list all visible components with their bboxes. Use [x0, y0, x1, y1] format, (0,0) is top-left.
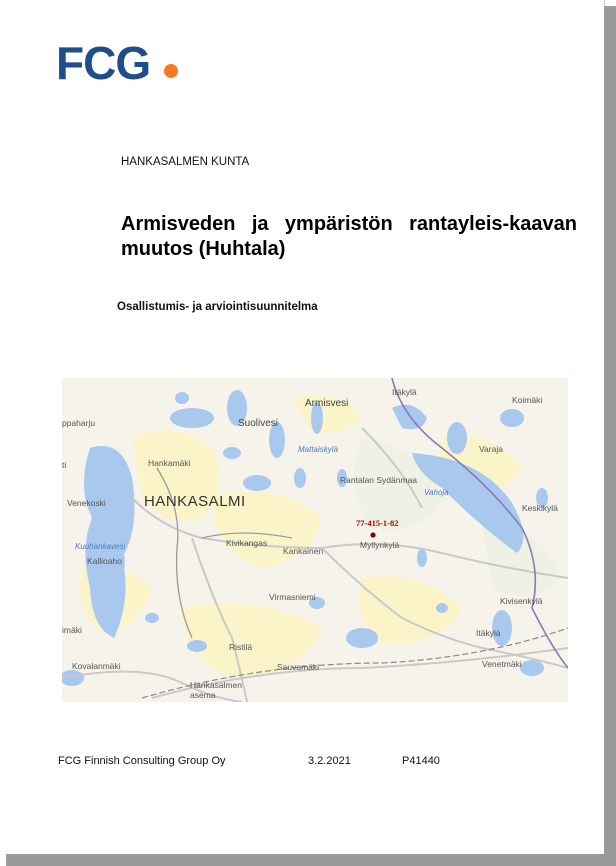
- footer-date: 3.2.2021: [308, 755, 351, 767]
- map-label-armisvesi: Armisvesi: [305, 398, 349, 409]
- document-title: Armisveden ja ympäristön rantayleis-kaavan muutos (Huhtala): [121, 213, 577, 260]
- map-label-vahoja: Vahoja: [424, 488, 449, 497]
- page-shadow-right: [604, 6, 616, 866]
- map-label-ristila: Ristilä: [229, 642, 253, 652]
- map-label-kivisenkyla: Kivisenkylä: [500, 596, 543, 606]
- map-label-suolivesi: Suolivesi: [238, 418, 279, 429]
- map-label-hankamaki: Hankamäki: [148, 458, 191, 468]
- map-graphic: [62, 378, 568, 702]
- logo-dot-icon: [164, 64, 178, 78]
- parcel-marker-icon: [370, 532, 375, 537]
- map-label-keskikyla: Keskikylä: [522, 503, 558, 513]
- map-label-ti: ti: [62, 460, 67, 470]
- location-map: [62, 378, 568, 702]
- map-label-myllynkyla: Myllynkylä: [360, 540, 400, 550]
- map-label-venekoski: Venekoski: [67, 498, 106, 508]
- map-label-rantalan: Rantalan Sydänmaa: [340, 475, 418, 485]
- map-label-varaja: Varaja: [479, 444, 503, 454]
- map-label-apparharju: ppaharju: [62, 418, 96, 428]
- map-label-kankainen: Kankainen: [283, 546, 324, 556]
- map-label-sauvamaki: Sauvamäki: [277, 662, 320, 672]
- map-label-kuuhankavesi: Kuuhankavesi: [75, 542, 126, 551]
- map-label-koimaki: Koimäki: [512, 395, 543, 405]
- map-label-mattaiskyla: Mattaiskylä: [298, 445, 339, 454]
- map-label-hankasalmen-asema: Hankasalmen asema: [190, 680, 242, 700]
- document-subtitle: Osallistumis- ja arviointisuunnitelma: [117, 301, 318, 313]
- map-label-imaki: imäki: [62, 625, 82, 635]
- map-label-itakyla: Itäkylä: [392, 387, 417, 397]
- page-shadow-bottom: [6, 854, 616, 866]
- map-label-hankasalmi: HANKASALMI: [144, 493, 246, 510]
- footer-company: FCG Finnish Consulting Group Oy: [58, 755, 226, 767]
- footer-project-number: P41440: [402, 755, 440, 767]
- logo-text: FCG: [56, 37, 151, 89]
- map-label-kallioaho: Kallioaho: [87, 556, 122, 566]
- fcg-logo: [56, 38, 150, 88]
- map-label-kovalanmaki: Kovalanmäki: [72, 661, 121, 671]
- map-label-itakyla2: Itäkylä: [476, 628, 501, 638]
- map-label-kivikangas: Kivikangas: [226, 538, 268, 548]
- map-label-parcel: 77-415-1-82: [356, 518, 399, 528]
- municipality-name: HANKASALMEN KUNTA: [121, 156, 250, 168]
- map-label-venetmaki: Venetmäki: [482, 659, 522, 669]
- map-label-virmasniemi: Virmasniemi: [269, 592, 316, 602]
